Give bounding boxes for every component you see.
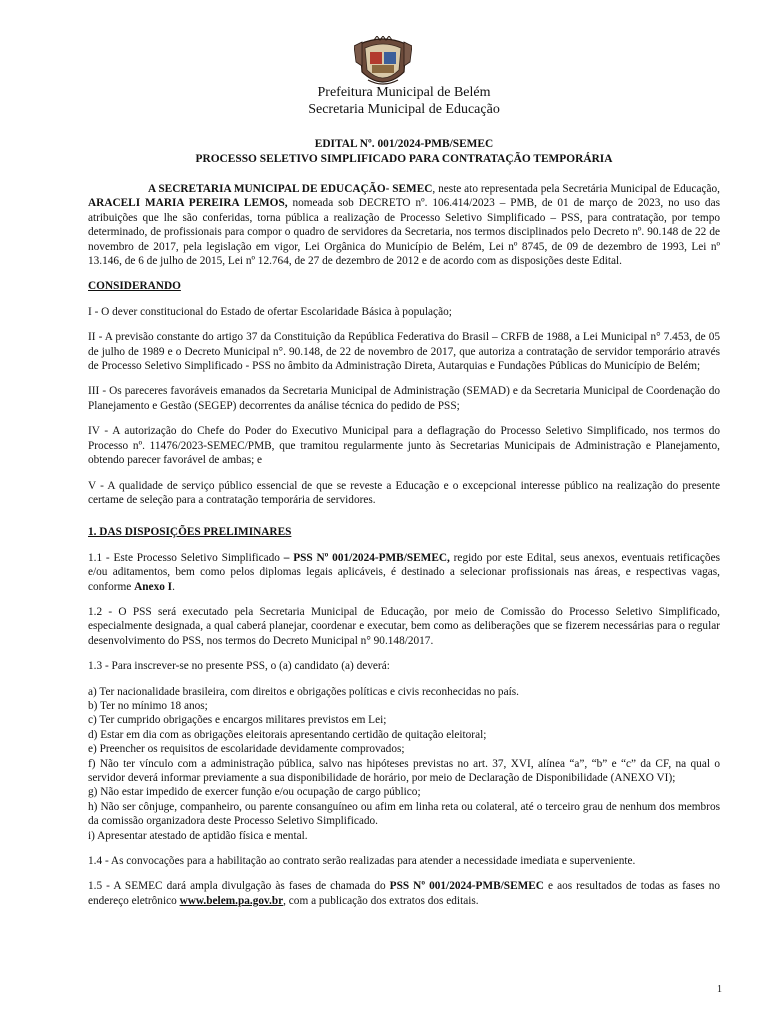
- requirements-list: [88, 685, 720, 843]
- paragraph-1-5: [88, 879, 720, 908]
- document-titles: [88, 137, 720, 167]
- paragraph-1-2: 1.2 - O PSS será executado pela Secretaria Municipal de Educação, por meio de Comissão do Processo Seletivo Simplificado, especialmente designada, a qual caberá planejar, coordenar e executar, bem como as deliberações que se fizerem necessárias para o regular desenvolvimento do PSS, nos termos do Decreto Municipal n° 90.148/2017.: [88, 605, 720, 647]
- intro-paragraph: [88, 182, 720, 268]
- intro-text-1: , neste ato representada pela Secretária Municipal de Educação,: [432, 183, 720, 195]
- p11-text-e: .: [172, 580, 175, 593]
- p11-pss-ref: – PSS Nº 001/2024-PMB/SEMEC,: [283, 551, 450, 564]
- paragraph-1-4: 1.4 - As convocações para a habilitação ao contrato serão realizadas para atender a necessidade imediata e superveniente.: [88, 855, 636, 868]
- secretary-name: ARACELI MARIA PEREIRA LEMOS,: [88, 197, 288, 210]
- coat-of-arms-icon: [354, 36, 412, 90]
- list-item: e) Preencher os requisitos de escolaridade devidamente comprovados;: [88, 743, 405, 756]
- p11-text-c: regido por este Edital, seus anexos, eventuais retificações e/ou aditamentos, bem como pelos diplomas legais aplicáveis, é destinado a selecionar profissionais nas áreas, e respectivas vagas, conforme: [88, 551, 720, 593]
- website-link[interactable]: www.belem.pa.gov.br: [179, 894, 284, 907]
- intro-text-2: nomeada sob DECRETO nº. 106.414/2023 – PMB, de 01 de março de 2023, no uso das atribuições que lhe são conferidas, torna pública a realização de Processo Seletivo Simplificado – PSS, para contratação, por tempo determinado, de profissionais para compor o quadro de servidores da Secretaria, nos termos disciplinados pelo Decreto nº. 90.148 de 22 de novembro de 2017, pela legislação em vigor, Lei Orgânica do Município de Belém, Lei nº 8745, de 09 de dezembro de 1993, Lei nº 13.146, de 6 de julho de 2015, Lei nº 12.764, de 27 de dezembro de 2012 e de acordo com as disposições deste Edital.: [88, 197, 720, 268]
- list-item: g) Não estar impedido de exercer função e/ou ocupação de cargo público;: [88, 786, 421, 799]
- list-item: f) Não ter vínculo com a administração pública, salvo nas hipóteses previstas no art. 37, XVI, alínea “a”, “b” e “c” da CF, na qual o servidor deverá informar previamente a sua disponibilidade de horário, por meio de Declaração de Disponibilidade (ANEXO VI);: [88, 757, 720, 784]
- p11-anexo: Anexo I: [134, 580, 173, 593]
- edital-title: EDITAL Nº. 001/2024-PMB/SEMEC: [314, 138, 494, 150]
- list-item: h) Não ser cônjuge, companheiro, ou parente consanguíneo ou afim em linha reta ou colateral, até o terceiro grau de nenhum dos membros da comissão organizadora deste Processo Seletivo Simplificado.: [88, 800, 720, 828]
- processo-title: PROCESSO SELETIVO SIMPLIFICADO PARA CONTRATAÇÃO TEMPORÁRIA: [195, 153, 613, 165]
- paragraph-1-3: 1.3 - Para inscrever-se no presente PSS, o (a) candidato (a) deverá:: [88, 660, 390, 673]
- considerando-item: II - A previsão constante do artigo 37 da Constituição da República Federativa do Brasil – CRFB de 1988, a Lei Municipal n° 7.453, de 05 de julho de 1989 e o Decreto Municipal n°. 90.148, de 22 de novembro de 2017, que autoriza a contratação de servidor temporário através de Processo Seletivo Simplificado - PSS no âmbito da Administração Direta, Autarquias e Fundações Públicas do Município de Belém;: [88, 331, 720, 373]
- list-item: i) Apresentar atestado de aptidão física e mental.: [88, 829, 308, 842]
- paragraph-1-1: [88, 551, 720, 594]
- p11-text-a: 1.1 - Este Processo Seletivo Simplificado: [88, 551, 284, 564]
- considerando-item: V - A qualidade de serviço público essencial de que se reveste a Educação e o excepcional interesse público na realização do presente certame de seleção para a contratação temporária de servidores.: [88, 479, 720, 506]
- p15-text-c: e aos resultados de todas as fases no endereço eletrônico: [88, 880, 720, 907]
- list-item: a) Ter nacionalidade brasileira, com direitos e obrigações políticas e civis reconhecidas no país.: [88, 685, 519, 698]
- list-item: c) Ter cumprido obrigações e encargos militares previstos em Lei;: [88, 714, 387, 727]
- section1-heading: 1. DAS DISPOSIÇÕES PRELIMINARES: [88, 526, 292, 539]
- considerando-item: I - O dever constitucional do Estado de ofertar Escolaridade Básica à população;: [88, 305, 452, 318]
- p15-pss-ref: PSS Nº 001/2024-PMB/SEMEC: [389, 880, 544, 893]
- p15-text-a: 1.5 - A SEMEC dará ampla divulgação às fases de chamada do: [88, 880, 390, 893]
- prefeitura-name: Prefeitura Municipal de Belém: [317, 85, 491, 100]
- list-item: d) Estar em dia com as obrigações eleitorais apresentando certidão de quitação eleitoral;: [88, 728, 487, 741]
- considerando-heading: CONSIDERANDO: [88, 280, 181, 293]
- document-body: [88, 182, 720, 919]
- document-header: [88, 84, 720, 118]
- secretaria-name: Secretaria Municipal de Educação: [308, 102, 500, 117]
- considerando-item: IV - A autorização do Chefe do Poder do Executivo Municipal para a deflagração do Processo Seletivo Simplificado, nos termos do Processo nº. 11476/2023-SEMEC/PMB, que tramitou regularmente junto às Secretarias Municipais de Administração e Planejamento, obtendo parecer favorável de ambas; e: [88, 425, 720, 467]
- intro-lead: A SECRETARIA MUNICIPAL DE EDUCAÇÃO- SEMEC: [148, 183, 433, 195]
- list-item: b) Ter no mínimo 18 anos;: [88, 699, 208, 712]
- page-number: 1: [717, 984, 722, 995]
- considerando-item: III - Os pareceres favoráveis emanados da Secretaria Municipal de Administração (SEMAD) e da Secretaria Municipal de Coordenação do Planejamento e Gestão (SEGEP) decorrentes da análise técnica do pedido de PSS;: [88, 385, 720, 412]
- p15-text-e: , com a publicação dos extratos dos editais.: [283, 894, 479, 907]
